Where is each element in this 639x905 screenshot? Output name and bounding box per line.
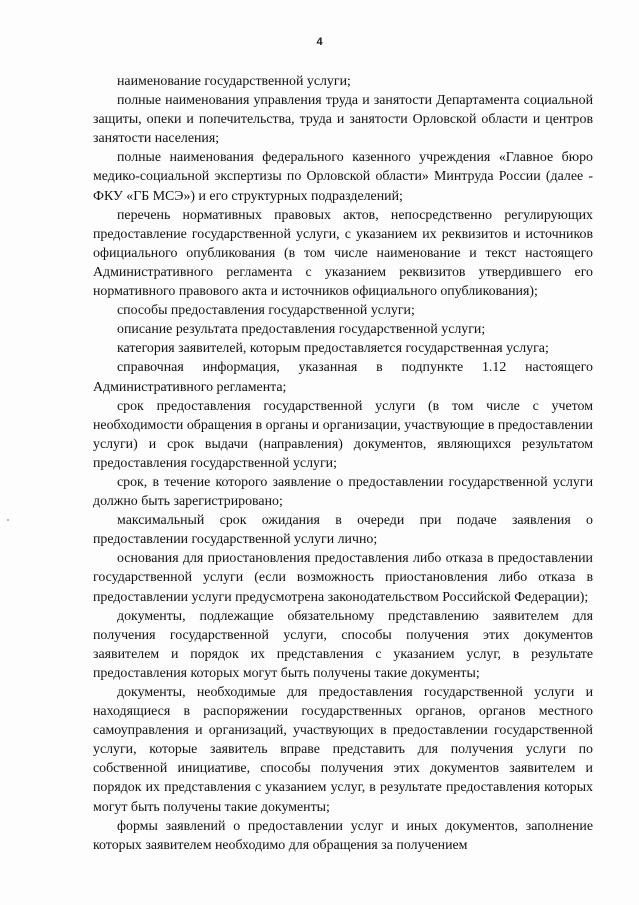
paragraph-service-term: срок предоставления государственной услуги (в том числе с учетом необходимости обращения в органы и организации, участвующие в предоставлении услуги) и срок выдачи (направления) документов, являющихся результатом предоставления государственной услуги; (93, 398, 593, 471)
paragraph-mse-bureau-names: полные наименования федерального казенного учреждения «Главное бюро медико-социальной экспертизы по Орловской области» Минтруда России (далее - ФКУ «ГБ МСЭ») и его структурных подразделений; (93, 150, 593, 204)
paragraph-registration-term: срок, в течение которого заявление о предоставлении государственной услуги должно быть зарегистрировано; (93, 474, 593, 510)
document-body (93, 72, 593, 855)
paragraph-mandatory-documents: документы, подлежащие обязательному представлению заявителем для получения государственной услуги, способы получения этих документов заявителем и порядок их представления с указанием услуг, в результате предоставления которых могут быть получены такие документы; (93, 608, 593, 681)
page-number: 4 (316, 36, 323, 48)
paragraph-optional-documents: документы, необходимые для предоставления государственной услуги и находящиеся в распоряжении государственных органов, органов местного самоуправления и организаций, участвующих в предоставлении государственной услуги, которые заявитель вправе представить для получения услуги по собственной инициативе, способы получения этих документов заявителем и порядок их представления с указанием услуг, в результате предоставления которых могут быть получены такие документы; (93, 685, 593, 815)
paragraph-suspension-grounds: основания для приостановления предоставления либо отказа в предоставлении государственной услуги (если возможность приостановления либо отказа в предоставлении услуги предусмотрена законодательством Российской Федерации); (93, 551, 593, 605)
paragraph-legal-acts-list: перечень нормативных правовых актов, непосредственно регулирующих предоставление государственной услуги, с указанием их реквизитов и источников официального опубликования (в том числе наименование и текст настоящего Административного регламента с указанием реквизитов утвердившего его нормативного правового акта и источников официального опубликования); (93, 207, 593, 300)
paragraph-service-name: наименование государственной услуги; (117, 74, 351, 89)
paragraph-queue-waiting-time: максимальный срок ожидания в очереди при подаче заявления о предоставлении государственной услуги лично; (93, 513, 593, 548)
paragraph-labor-department-names: полные наименования управления труда и занятости Департамента социальной защиты, опеки и попечительства, труда и занятости Орловской области и центров занятости населения; (93, 93, 593, 147)
paragraph-applicant-category: категория заявителей, которым предоставляется государственная услуга; (117, 341, 549, 357)
paragraph-result-description: описание результата предоставления государственной услуги; (117, 322, 486, 338)
paragraph-reference-info: справочная информация, указанная в подпункте 1.12 настоящего Административного регламента; (93, 360, 593, 395)
paragraph-application-forms: формы заявлений о предоставлении услуг и иных документов, заполнение которых заявителем необходимо для обращения за получением (93, 818, 593, 853)
paragraph-service-methods: способы предоставления государственной услуги; (117, 303, 415, 319)
scan-artifact-dot (7, 519, 9, 521)
